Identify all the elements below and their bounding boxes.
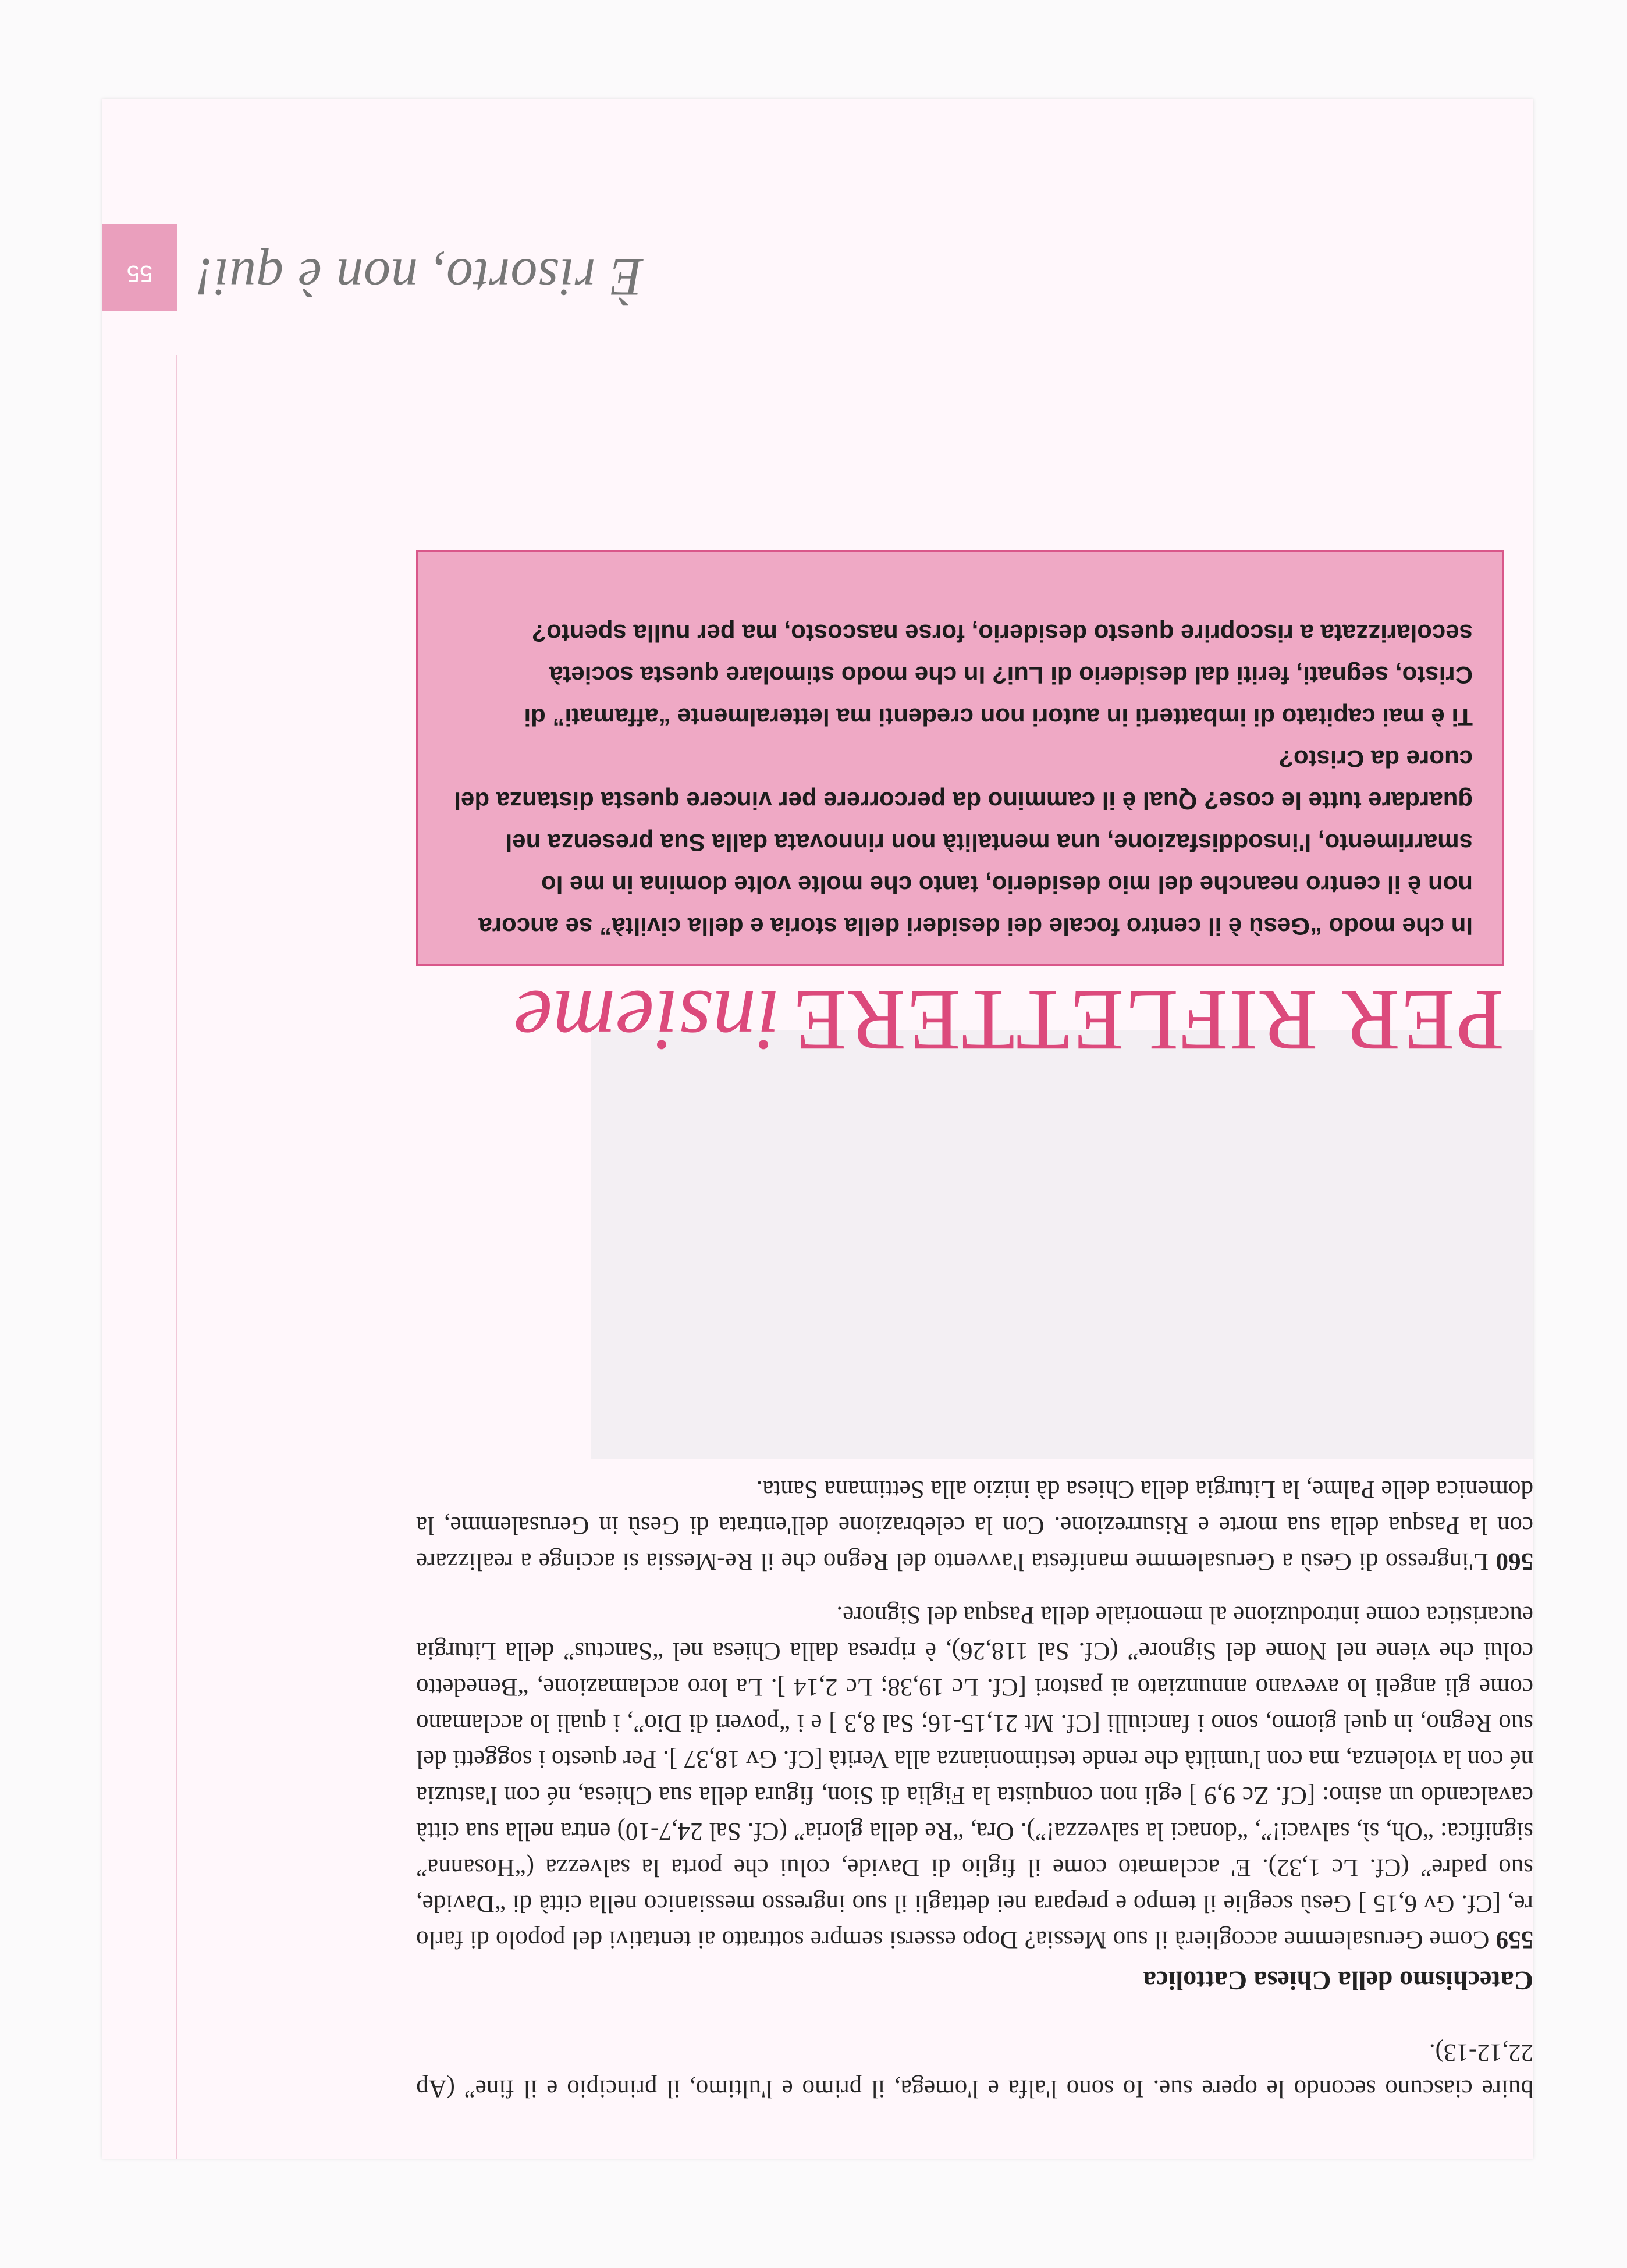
paragraph-559-number: 559	[1495, 1926, 1533, 1953]
margin-rule	[176, 355, 177, 2159]
top-text: buire ciascuno secondo le opere sue. Io sono l'alfa e l'omega, il primo e l'ultimo, il principio e il fine” (Ap 22,12-13).	[416, 2039, 1533, 2102]
paragraph-559-text: Come Gerusalemme accoglierà il suo Messia? Dopo essersi sempre sottratto ai tentativi del popolo di farlo re, [Cf. Gv 6,15 ] Gesù sceglie il tempo e prepara nei dettagli il suo ingresso messianico nella città di “Davide, suo padre” (Cf. Lc 1,32). E' acclamato come il figlio di Davide, colui che porta la salvezza (“Hosanna” significa: “Oh, sì, salvaci!”, “donaci la salvezza!”). Ora, “Re della gloria” (Cf. Sal 24,7-10) entra nella sua città cavalcando un asino: [Cf. Zc 9,9 ] egli non conquista la Figlia di Sion, figura della sua Chiesa, né con l'astuzia né con la violenza, ma con l'umiltà che rende testimonianza alla Verità [Cf. Gv 18,37 ]. Per questo i soggetti del suo Regno, in quel giorno, sono i fanciulli [Cf. Mt 21,15-16; Sal 8,3 ] e i “poveri di Dio”, i quali lo acclamano come gli angeli lo avevano annunziato ai pastori [Cf. Lc 19,38; Lc 2,14 ]. La loro acclamazione, “Benedetto colui che viene nel Nome del Signore” (Cf. Sal 118,26), è ripresa dalla Chiesa nel “Sanctus” della Liturgia eucaristica come introduzione al memoriale della Pasqua del Signore.	[416, 1601, 1533, 1953]
catechism-title-block	[416, 1962, 1533, 1999]
reflection-question-2: Ti è mai capitato di imbatterti in autori non credenti ma letteralmente “affamati” di Cristo, segnati, feriti dal desiderio di Lui? In che modo stimolare questa società secolarizzata a riscoprire questo desiderio, forse nascosto, ma per nulla spento?	[524, 620, 1473, 731]
reflection-question-1: In che modo “Gesù è il centro focale dei desideri della storia e della civiltà” se ancora non è il centro neanche del mio desiderio, tanto che molte volte domina in me lo smarrimento, l'insoddisfazione, una mentalità non rinnovata dalla Sua presenza nel guardare tutte le cose? Qual è il cammino da percorrere per vincere questa distanza del cuore da Cristo?	[454, 745, 1473, 940]
paragraph-560-text: L'ingresso di Gesù a Gerusalemme manifesta l'avvento del Regno che il Re-Messia si accinge a realizzare con la Pasqua della sua morte e Risurrezione. Con la celebrazione dell'entrata di Gesù in Gerusalemme, la domenica delle Palme, la Liturgia della Chiesa dà inizio alla Settimana Santa.	[415, 1476, 1533, 1575]
reflect-heading	[282, 971, 1504, 1071]
catechism-title: Catechismo della Chiesa Cattolica	[1143, 1966, 1533, 1996]
paragraph-559	[416, 1597, 1533, 1957]
catechism-text	[416, 1471, 1533, 1579]
paragraph-560-number: 560	[1495, 1548, 1533, 1575]
document-page	[102, 99, 1533, 2159]
catechism-559-block	[416, 1597, 1533, 1957]
running-title: È risorto, non è qui!	[195, 248, 643, 307]
reflect-heading-sub: insieme	[513, 972, 781, 1069]
page-number: 55	[126, 261, 153, 286]
reflection-box	[416, 550, 1504, 966]
reflect-heading-main: PER RIFLETTERE	[792, 972, 1504, 1069]
top-text-block	[416, 2034, 1533, 2106]
faded-background-photo	[591, 1030, 1533, 1459]
paragraph-560	[416, 1471, 1533, 1579]
